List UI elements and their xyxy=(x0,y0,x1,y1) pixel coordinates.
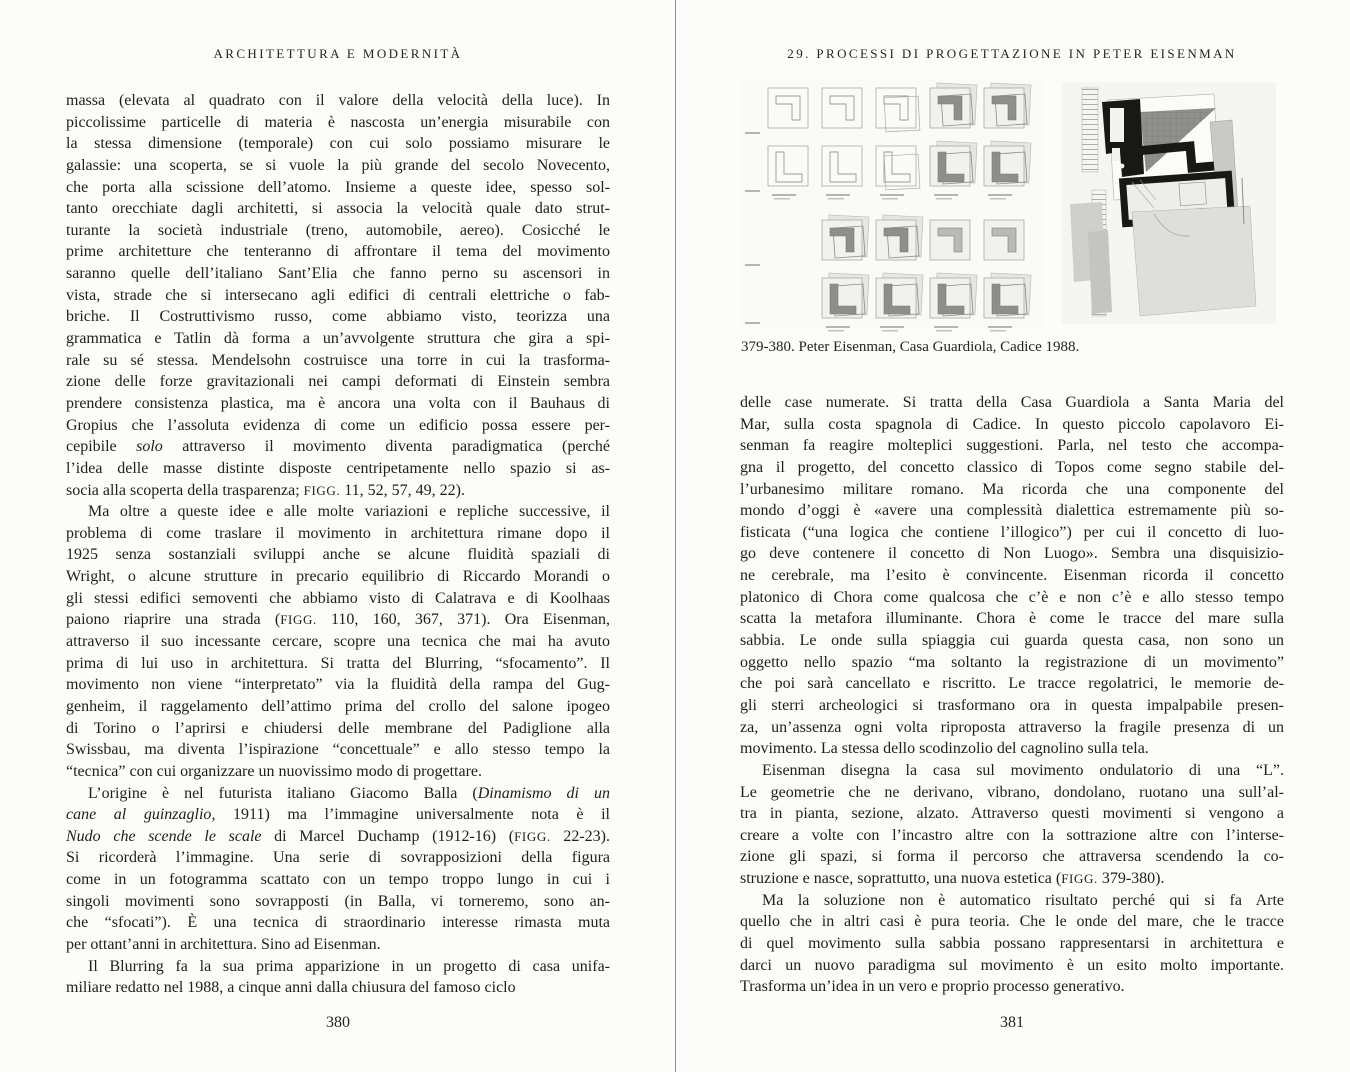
text-line: la stessa dimensione (temporale) con cui solo possiamo misurare le xyxy=(66,135,610,153)
paragraph xyxy=(740,890,1284,998)
text-line: socia alla scoperta della trasparenza; FIGG. 11, 52, 57, 49, 22). xyxy=(66,481,465,499)
text-line: 1925 senza sostanziali sviluppi anche se alcune fluidità spaziali di xyxy=(66,546,610,564)
text-line: che poi sarà cancellato e riscritto. Le tracce regolatrici, le memorie de- xyxy=(740,675,1284,693)
text-line: che “sfocati”). È una tecnica di straordinario interesse rimasta muta xyxy=(66,914,610,932)
text-line: Swissbau, ma diventa l’ispirazione “concettuale” e allo stesso tempo la xyxy=(66,741,610,759)
page-number-left: 380 xyxy=(326,1014,350,1031)
text-line: movimento non viene “interpretato” via la fluidità della rampa del Gug- xyxy=(66,676,610,694)
figure-caption: 379-380. Peter Eisenman, Casa Guardiola, Cadice 1988. xyxy=(741,339,1080,355)
text-line: attraverso il suo incessante cercare, scopre una tecnica che mai ha avuto xyxy=(66,633,610,651)
paragraph xyxy=(66,783,610,956)
text-line: prima di lui uso in architettura. Si tratta del Blurring, “sfocamento”. Il xyxy=(66,654,610,672)
text-line: vista, strade che si intersecano agli edifici di centrali elettriche o fab- xyxy=(66,286,610,304)
text-line: Mar, sulla costa spagnola di Cadice. In questo piccolo capolavoro Ei- xyxy=(740,415,1284,433)
body-text-left xyxy=(66,90,610,999)
text-line: problema di come traslare il movimento in architettura rimane dopo il xyxy=(66,524,610,542)
text-line: platonico di Chora come qualcosa che c’è e non c’è e allo stesso tempo xyxy=(740,588,1284,606)
text-line: delle case numerate. Si tratta della Casa Guardiola a Santa Maria del xyxy=(740,394,1284,411)
text-line: quello che in altri casi è pura teoria. Che le onde del mare, che le tracce xyxy=(740,913,1284,931)
text-line: tra in pianta, sezione, alzato. Attraverso questi movimenti si vengono a xyxy=(740,805,1284,823)
text-line: massa (elevata al quadrato con il valore della velocità della luce). In xyxy=(66,92,610,109)
text-line: struzione e nasce, soprattutto, una nuova estetica (FIGG. 379-380). xyxy=(740,870,1165,888)
text-line: zione gli spazi, si forma il percorso che attraversa scendendo la co- xyxy=(740,848,1284,866)
text-line: zione delle forze gravitazionali nei campi deformati di Einstein sembra xyxy=(66,373,610,391)
text-line: singoli movimenti sono sovrapposti (in Balla, vi torneremo, sono an- xyxy=(66,892,610,910)
text-line: saranno quelle dell’italiano Sant’Elia che fanno perno su ascensori in xyxy=(66,265,610,283)
paragraph xyxy=(66,90,610,501)
text-line: che porta alla scissione dell’atomo. Insieme a queste idee, spesso sol- xyxy=(66,178,610,196)
text-line: movimento. La stessa dello scodinzolio del cagnolino sulla tela. xyxy=(740,740,1149,758)
text-line: Gropius che l’assoluta evidenza di come un edificio possa essere per- xyxy=(66,416,610,434)
running-header-right: 29. PROCESSI DI PROGETTAZIONE IN PETER EISENMAN xyxy=(787,46,1237,61)
text-line: grammatica e Tatlin dà forma a un’avvolgente struttura che gira a spi- xyxy=(66,330,610,348)
text-line: l’idea delle masse distinte disposte centripetamente nello spazio si as- xyxy=(66,459,610,477)
text-line: gna il progetto, del concetto classico di Topos come segno stabile del- xyxy=(740,458,1284,476)
text-line: piccolissime particelle di materia è nascosta un’energia misurabile con xyxy=(66,113,610,131)
text-line: cepibile solo attraverso il movimento diventa paradigmatica (perché xyxy=(66,438,610,456)
text-line: ne cerebrale, ma l’esito è convincente. Eisenman ricorda il concetto xyxy=(740,567,1284,585)
text-line: prime architetture che tenteranno di affrontare il tema del movimento xyxy=(66,243,610,261)
text-line: L’origine è nel futurista italiano Giacomo Balla (Dinamismo di un xyxy=(88,784,610,802)
text-line: Le geometrie che ne derivano, vibrano, dondolano, ruotano una sull’al- xyxy=(740,783,1284,801)
text-line: mondo d’oggi è «avere una complessità dialettica estremamente più so- xyxy=(740,502,1284,520)
text-line: di Torino o l’aprirsi e chiudersi delle membrane del Padiglione alla xyxy=(66,719,610,737)
figure-casa-guardiola xyxy=(742,80,1290,332)
plan-drawing xyxy=(1062,82,1276,324)
text-line: Nudo che scende le scale di Marcel Duchamp (1912-16) (FIGG. 22-23). xyxy=(66,827,611,845)
text-line: galassie: una scoperta, se si vuole la più grande del secolo Novecento, xyxy=(66,156,610,174)
paragraph xyxy=(66,501,610,782)
text-line: “tecnica” con cui organizzare un nuovissimo modo di progettare. xyxy=(66,762,482,780)
text-line: scatta la metafora illuminante. Chora è come le tracce del mare sulla xyxy=(740,610,1284,628)
text-line: fisticata (“una logica che contiene l’illogico”) per cui il concetto di luo- xyxy=(740,523,1284,541)
paragraph xyxy=(740,760,1284,890)
text-line: di quel movimento sulla sabbia possano rappresentarsi in architettura e xyxy=(740,935,1284,953)
text-line: Si ricorderà l’immagine. Una serie di sovrapposizioni della figura xyxy=(66,849,610,867)
text-line: za, un’assenza ogni volta riproposta attraverso la fragile presenza di un xyxy=(740,718,1284,736)
page-gutter-divider xyxy=(675,0,676,1072)
text-line: gli sterri archeologici si trasformano ora in questa impalpabile presen- xyxy=(740,696,1284,714)
text-line: oggetto nello spazio “ma soltanto la registrazione di un movimento” xyxy=(740,653,1284,671)
text-line: Trasforma un’idea in un vero e proprio processo generativo. xyxy=(740,978,1125,996)
text-line: paiono riaprire una strada (FIGG. 110, 160, 367, 371). Ora Eisenman, xyxy=(66,611,611,629)
text-line: Ma oltre a queste idee e alle molte variazioni e repliche successive, il xyxy=(88,503,610,521)
text-line: Ma la soluzione non è automatico risultato perché qui si fa Arte xyxy=(762,891,1284,909)
text-line: per ottant’anni in architettura. Sino ad Eisenman. xyxy=(66,935,381,953)
text-line: darci un nuovo paradigma sul movimento è un esito molto importante. xyxy=(740,956,1284,974)
text-line: senman fa reagire molteplici suggestioni. Parla, nel testo che accompa- xyxy=(740,437,1284,455)
text-line: gli stessi edifici semoventi che abbiamo visto di Calatrava e di Koolhaas xyxy=(66,589,610,607)
text-line: prendere consistenza plastica, ma è ancora una volta con il Bauhaus di xyxy=(66,394,610,412)
text-line: tanto orecchiate dagli architetti, si associa la velocità quale dato strut- xyxy=(66,200,610,218)
text-line: Il Blurring fa la sua prima apparizione in un progetto di casa unifa- xyxy=(88,957,610,975)
text-line: cane al guinzaglio, 1911) ma l’immagine universalmente nota è il xyxy=(66,806,610,824)
text-line: genheim, il raggelamento dell’attimo prima del crollo del salone ipogeo xyxy=(66,697,610,715)
text-line: l’urbanesimo militare romano. Ma ricorda che una componente del xyxy=(740,480,1284,498)
text-line: miliare redatto nel 1988, a cinque anni dalla chiusura del famoso ciclo xyxy=(66,979,516,997)
page-number-right: 381 xyxy=(1000,1014,1024,1031)
text-line: turante la società industriale (treno, automobile, aereo). Cosicché le xyxy=(66,221,610,239)
text-line: creare a volte con l’incastro altre con la sottrazione altre con l’interse- xyxy=(740,826,1284,844)
paragraph xyxy=(66,956,610,999)
text-line: sabbia. Le onde sulla spiaggia cui guarda questa casa, non sono un xyxy=(740,632,1284,650)
text-line: Wright, o alcune strutture in precario equilibrio di Riccardo Morandi o xyxy=(66,568,610,586)
text-line: Eisenman disegna la casa sul movimento ondulatorio di una “L”. xyxy=(762,761,1284,779)
text-line: briche. Il Costruttivismo russo, come abbiamo visto, teorizza una xyxy=(66,308,610,326)
text-line: rale su sé stessa. Mendelsohn costruisce una torre in cui la trasforma- xyxy=(66,351,610,369)
text-line: come in un fotogramma scattato con un tempo troppo lungo in cui i xyxy=(66,871,610,889)
text-line: go deve contenere il concetto di Non Luogo». Sembra una disquisizio- xyxy=(740,545,1284,563)
body-text-right xyxy=(740,392,1284,998)
paragraph xyxy=(740,392,1284,760)
running-header-left: ARCHITETTURA E MODERNITÀ xyxy=(213,46,463,61)
